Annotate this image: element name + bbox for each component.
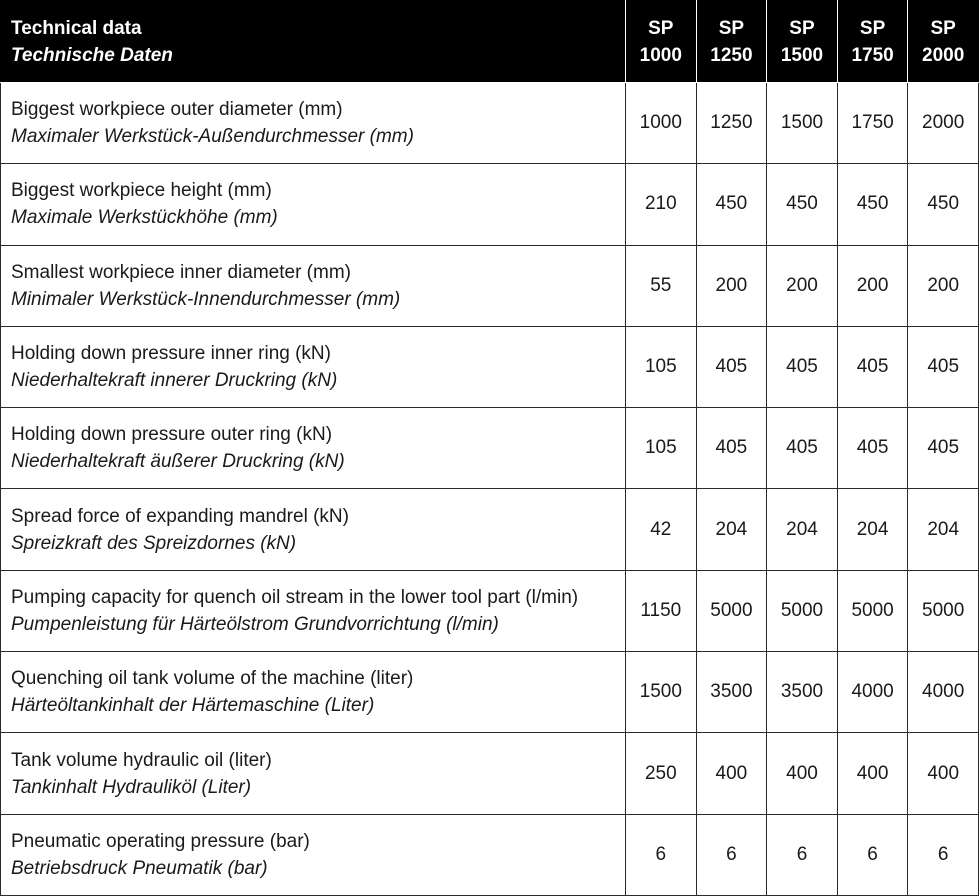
value-cell: 1500 <box>626 652 697 733</box>
value-cell: 400 <box>908 733 979 814</box>
model-number: 1000 <box>639 44 682 66</box>
value-cell: 405 <box>908 326 979 407</box>
value-cell: 405 <box>696 326 767 407</box>
table-row <box>1 570 979 651</box>
value-cell: 250 <box>626 733 697 814</box>
value-cell: 200 <box>908 245 979 326</box>
model-prefix: SP <box>789 17 815 39</box>
table-row <box>1 245 979 326</box>
title-english: Technical data <box>11 17 142 39</box>
value-cell: 42 <box>626 489 697 570</box>
parameter-label <box>1 164 626 245</box>
parameter-german: Pumpenleistung für Härteölstrom Grundvorrichtung (l/min) <box>11 613 499 635</box>
value-cell: 204 <box>837 489 908 570</box>
parameter-label <box>1 489 626 570</box>
parameter-label <box>1 245 626 326</box>
parameter-label <box>1 733 626 814</box>
parameter-english: Spread force of expanding mandrel (kN) <box>11 505 349 527</box>
parameter-german: Maximaler Werkstück-Außendurchmesser (mm) <box>11 126 414 148</box>
parameter-english: Smallest workpiece inner diameter (mm) <box>11 261 351 283</box>
value-cell: 1750 <box>837 83 908 164</box>
value-cell: 5000 <box>767 570 838 651</box>
table-body <box>1 83 979 896</box>
model-prefix: SP <box>648 17 674 39</box>
value-cell: 55 <box>626 245 697 326</box>
table-row <box>1 83 979 164</box>
table-row <box>1 814 979 895</box>
value-cell: 105 <box>626 326 697 407</box>
model-header-sp1500 <box>767 1 838 83</box>
value-cell: 3500 <box>767 652 838 733</box>
value-cell: 200 <box>767 245 838 326</box>
table-row <box>1 326 979 407</box>
value-cell: 405 <box>696 408 767 489</box>
value-cell: 405 <box>837 326 908 407</box>
table-row <box>1 489 979 570</box>
value-cell: 2000 <box>908 83 979 164</box>
value-cell: 6 <box>908 814 979 895</box>
table-header-row <box>1 1 979 83</box>
parameter-german: Niederhaltekraft äußerer Druckring (kN) <box>11 451 345 473</box>
parameter-label <box>1 570 626 651</box>
value-cell: 4000 <box>837 652 908 733</box>
parameter-english: Biggest workpiece height (mm) <box>11 180 272 202</box>
value-cell: 450 <box>767 164 838 245</box>
model-number: 1750 <box>851 44 894 66</box>
parameter-german: Maximale Werkstückhöhe (mm) <box>11 207 278 229</box>
value-cell: 204 <box>696 489 767 570</box>
title-german: Technische Daten <box>11 44 173 66</box>
model-header-sp1250 <box>696 1 767 83</box>
value-cell: 400 <box>837 733 908 814</box>
value-cell: 105 <box>626 408 697 489</box>
model-number: 2000 <box>922 44 965 66</box>
value-cell: 450 <box>908 164 979 245</box>
parameter-german: Tankinhalt Hydrauliköl (Liter) <box>11 776 252 798</box>
parameter-label <box>1 814 626 895</box>
value-cell: 1000 <box>626 83 697 164</box>
value-cell: 204 <box>908 489 979 570</box>
parameter-english: Holding down pressure inner ring (kN) <box>11 343 331 365</box>
value-cell: 400 <box>696 733 767 814</box>
value-cell: 4000 <box>908 652 979 733</box>
value-cell: 204 <box>767 489 838 570</box>
table-row <box>1 408 979 489</box>
parameter-german: Spreizkraft des Spreizdornes (kN) <box>11 532 297 554</box>
model-prefix: SP <box>930 17 956 39</box>
table-row <box>1 164 979 245</box>
value-cell: 5000 <box>908 570 979 651</box>
parameter-label <box>1 83 626 164</box>
value-cell: 210 <box>626 164 697 245</box>
value-cell: 6 <box>696 814 767 895</box>
model-header-sp2000 <box>908 1 979 83</box>
parameter-english: Quenching oil tank volume of the machine (liter) <box>11 668 414 690</box>
value-cell: 405 <box>837 408 908 489</box>
model-prefix: SP <box>718 17 745 39</box>
parameter-german: Betriebsdruck Pneumatik (bar) <box>11 857 268 879</box>
parameter-german: Härteöltankinhalt der Härtemaschine (Liter) <box>11 695 375 717</box>
value-cell: 3500 <box>696 652 767 733</box>
model-number: 1250 <box>710 44 753 66</box>
value-cell: 405 <box>767 326 838 407</box>
parameter-english: Pumping capacity for quench oil stream in the lower tool part (l/min) <box>11 586 579 608</box>
value-cell: 200 <box>696 245 767 326</box>
parameter-label <box>1 408 626 489</box>
value-cell: 400 <box>767 733 838 814</box>
value-cell: 5000 <box>837 570 908 651</box>
model-header-sp1750 <box>837 1 908 83</box>
model-prefix: SP <box>859 17 886 39</box>
value-cell: 6 <box>837 814 908 895</box>
parameter-english: Biggest workpiece outer diameter (mm) <box>11 99 343 121</box>
parameter-german: Minimaler Werkstück-Innendurchmesser (mm) <box>11 288 401 310</box>
value-cell: 6 <box>626 814 697 895</box>
value-cell: 1500 <box>767 83 838 164</box>
value-cell: 1150 <box>626 570 697 651</box>
table-title <box>1 1 626 83</box>
parameter-english: Tank volume hydraulic oil (liter) <box>11 749 272 771</box>
value-cell: 405 <box>908 408 979 489</box>
value-cell: 1250 <box>696 83 767 164</box>
value-cell: 405 <box>767 408 838 489</box>
value-cell: 5000 <box>696 570 767 651</box>
model-number: 1500 <box>780 44 824 66</box>
value-cell: 450 <box>696 164 767 245</box>
value-cell: 200 <box>837 245 908 326</box>
table-row <box>1 733 979 814</box>
parameter-label <box>1 326 626 407</box>
parameter-english: Pneumatic operating pressure (bar) <box>11 830 310 852</box>
parameter-german: Niederhaltekraft innerer Druckring (kN) <box>11 370 338 392</box>
model-header-sp1000 <box>626 1 697 83</box>
parameter-english: Holding down pressure outer ring (kN) <box>11 424 333 446</box>
parameter-label <box>1 652 626 733</box>
value-cell: 450 <box>837 164 908 245</box>
table-row <box>1 652 979 733</box>
value-cell: 6 <box>767 814 838 895</box>
